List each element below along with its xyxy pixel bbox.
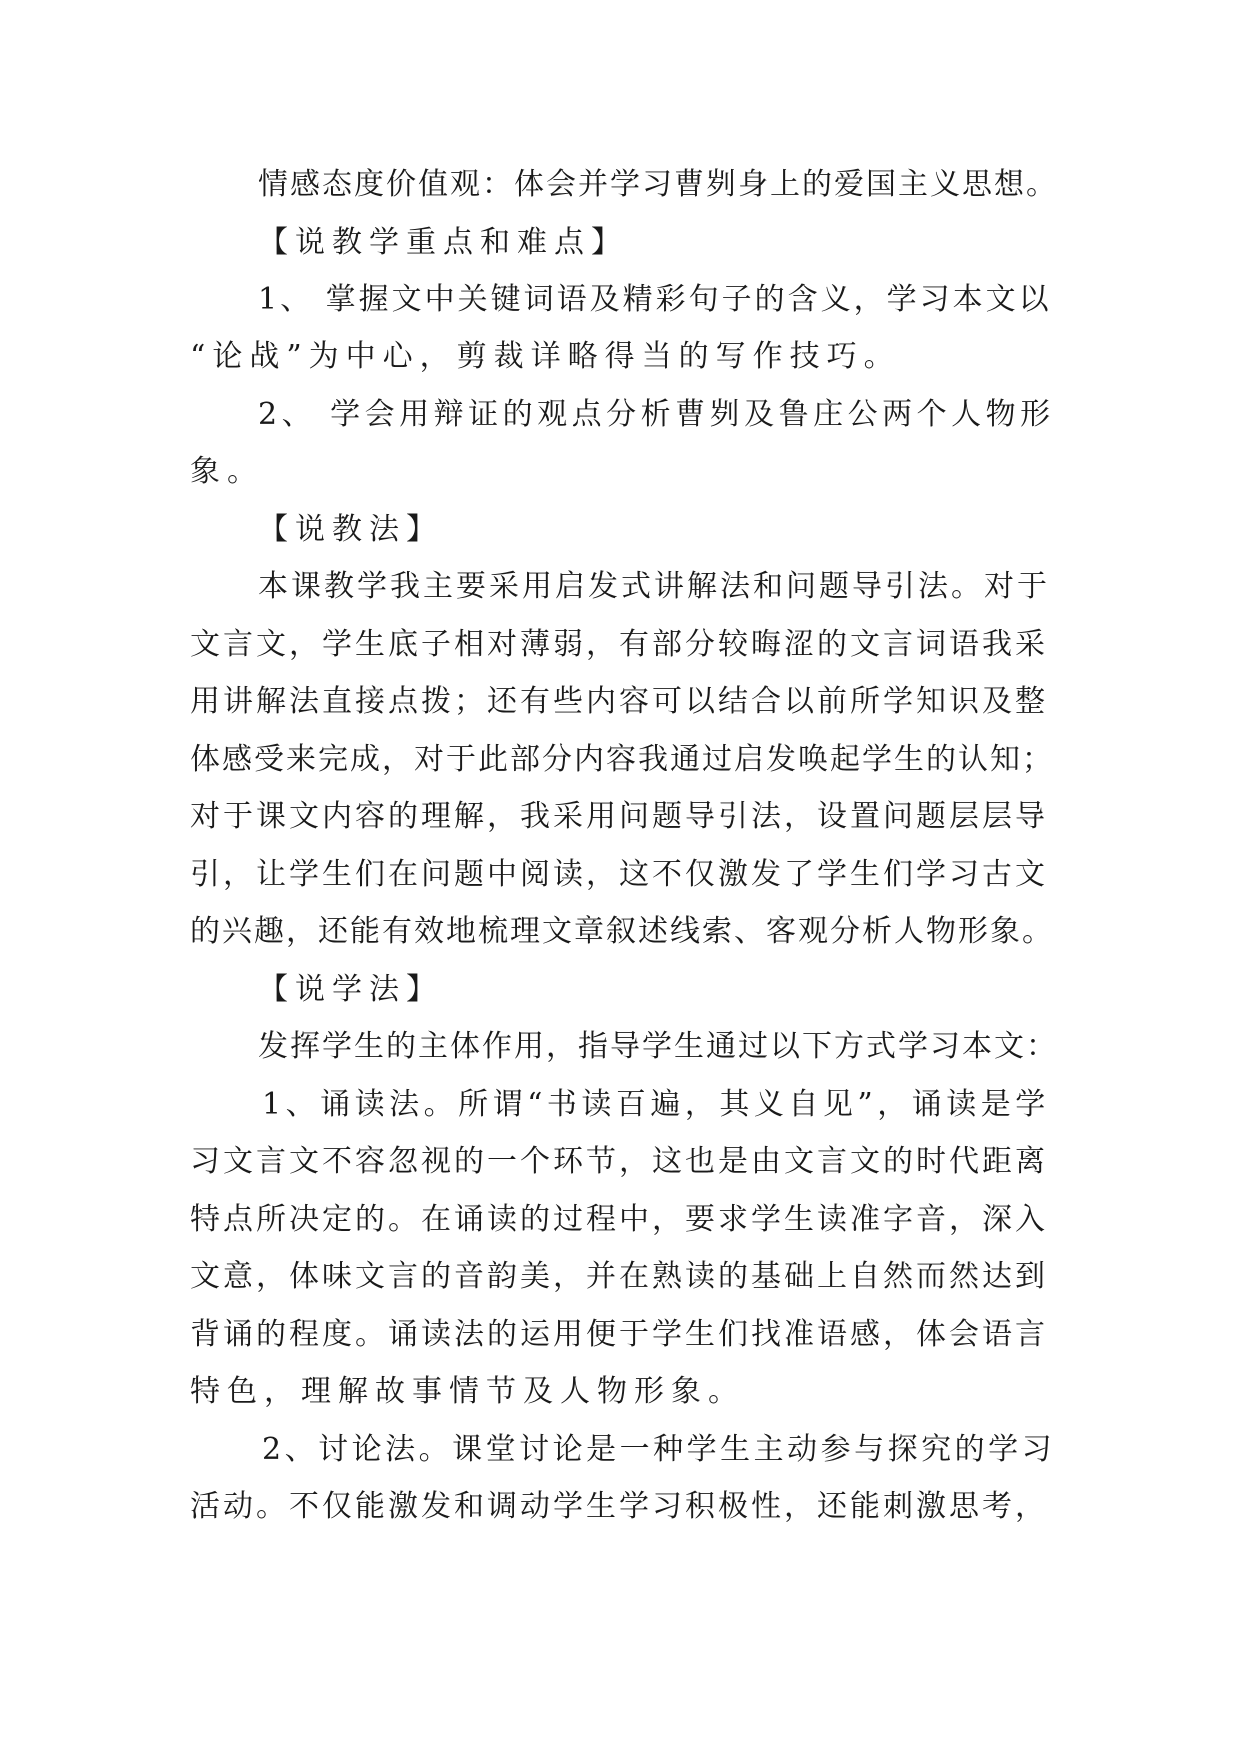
text-line: 发挥学生的主体作用，指导学生通过以下方式学习本文： — [258, 1029, 1058, 1064]
section-heading-learning-method: 【说学法】 — [258, 972, 443, 1007]
text-line: 象。 — [190, 454, 264, 489]
text-line: 文言文，学生底子相对薄弱，有部分较晦涩的文言词语我采 — [190, 627, 1048, 662]
text-line: 对于课文内容的理解，我采用问题导引法，设置问题层层导 — [190, 799, 1048, 834]
text-line-emotion-goal: 情感态度价值观：体会并学习曹刿身上的爱国主义思想。 — [258, 167, 1058, 202]
text-line: 文意，体味文言的音韵美，并在熟读的基础上自然而然达到 — [190, 1259, 1048, 1294]
text-line: 1、 掌握文中关键词语及精彩句子的含义，学习本文以 — [258, 282, 1052, 317]
text-line: 2、 学会用辩证的观点分析曹刿及鲁庄公两个人物形 — [258, 397, 1055, 432]
text-line: 的兴趣，还能有效地梳理文章叙述线索、客观分析人物形象。 — [190, 914, 1054, 949]
text-line: 体感受来完成，对于此部分内容我通过启发唤起学生的认知； — [190, 742, 1054, 777]
text-line: 习文言文不容忽视的一个环节，这也是由文言文的时代距离 — [190, 1144, 1048, 1179]
section-heading-teaching-method: 【说教法】 — [258, 512, 443, 547]
text-line: 2、讨论法。课堂讨论是一种学生主动参与探究的学习 — [262, 1432, 1056, 1467]
text-line: 引，让学生们在问题中阅读，这不仅激发了学生们学习古文 — [190, 857, 1048, 892]
text-line: “论战”为中心，剪裁详略得当的写作技巧。 — [190, 339, 901, 374]
text-line: 特点所决定的。在诵读的过程中，要求学生读准字音，深入 — [190, 1202, 1048, 1237]
text-line: 背诵的程度。诵读法的运用便于学生们找准语感，体会语言 — [190, 1317, 1048, 1352]
text-line: 用讲解法直接点拨；还有些内容可以结合以前所学知识及整 — [190, 684, 1048, 719]
section-heading-key-points: 【说教学重点和难点】 — [258, 225, 628, 260]
text-line: 1、诵读法。所谓“书读百遍，其义自见”，诵读是学 — [262, 1087, 1050, 1122]
text-line: 活动。不仅能激发和调动学生学习积极性，还能刺激思考， — [190, 1489, 1048, 1524]
text-line: 本课教学我主要采用启发式讲解法和问题导引法。对于 — [258, 569, 1050, 604]
text-line: 特色，理解故事情节及人物形象。 — [190, 1374, 745, 1409]
